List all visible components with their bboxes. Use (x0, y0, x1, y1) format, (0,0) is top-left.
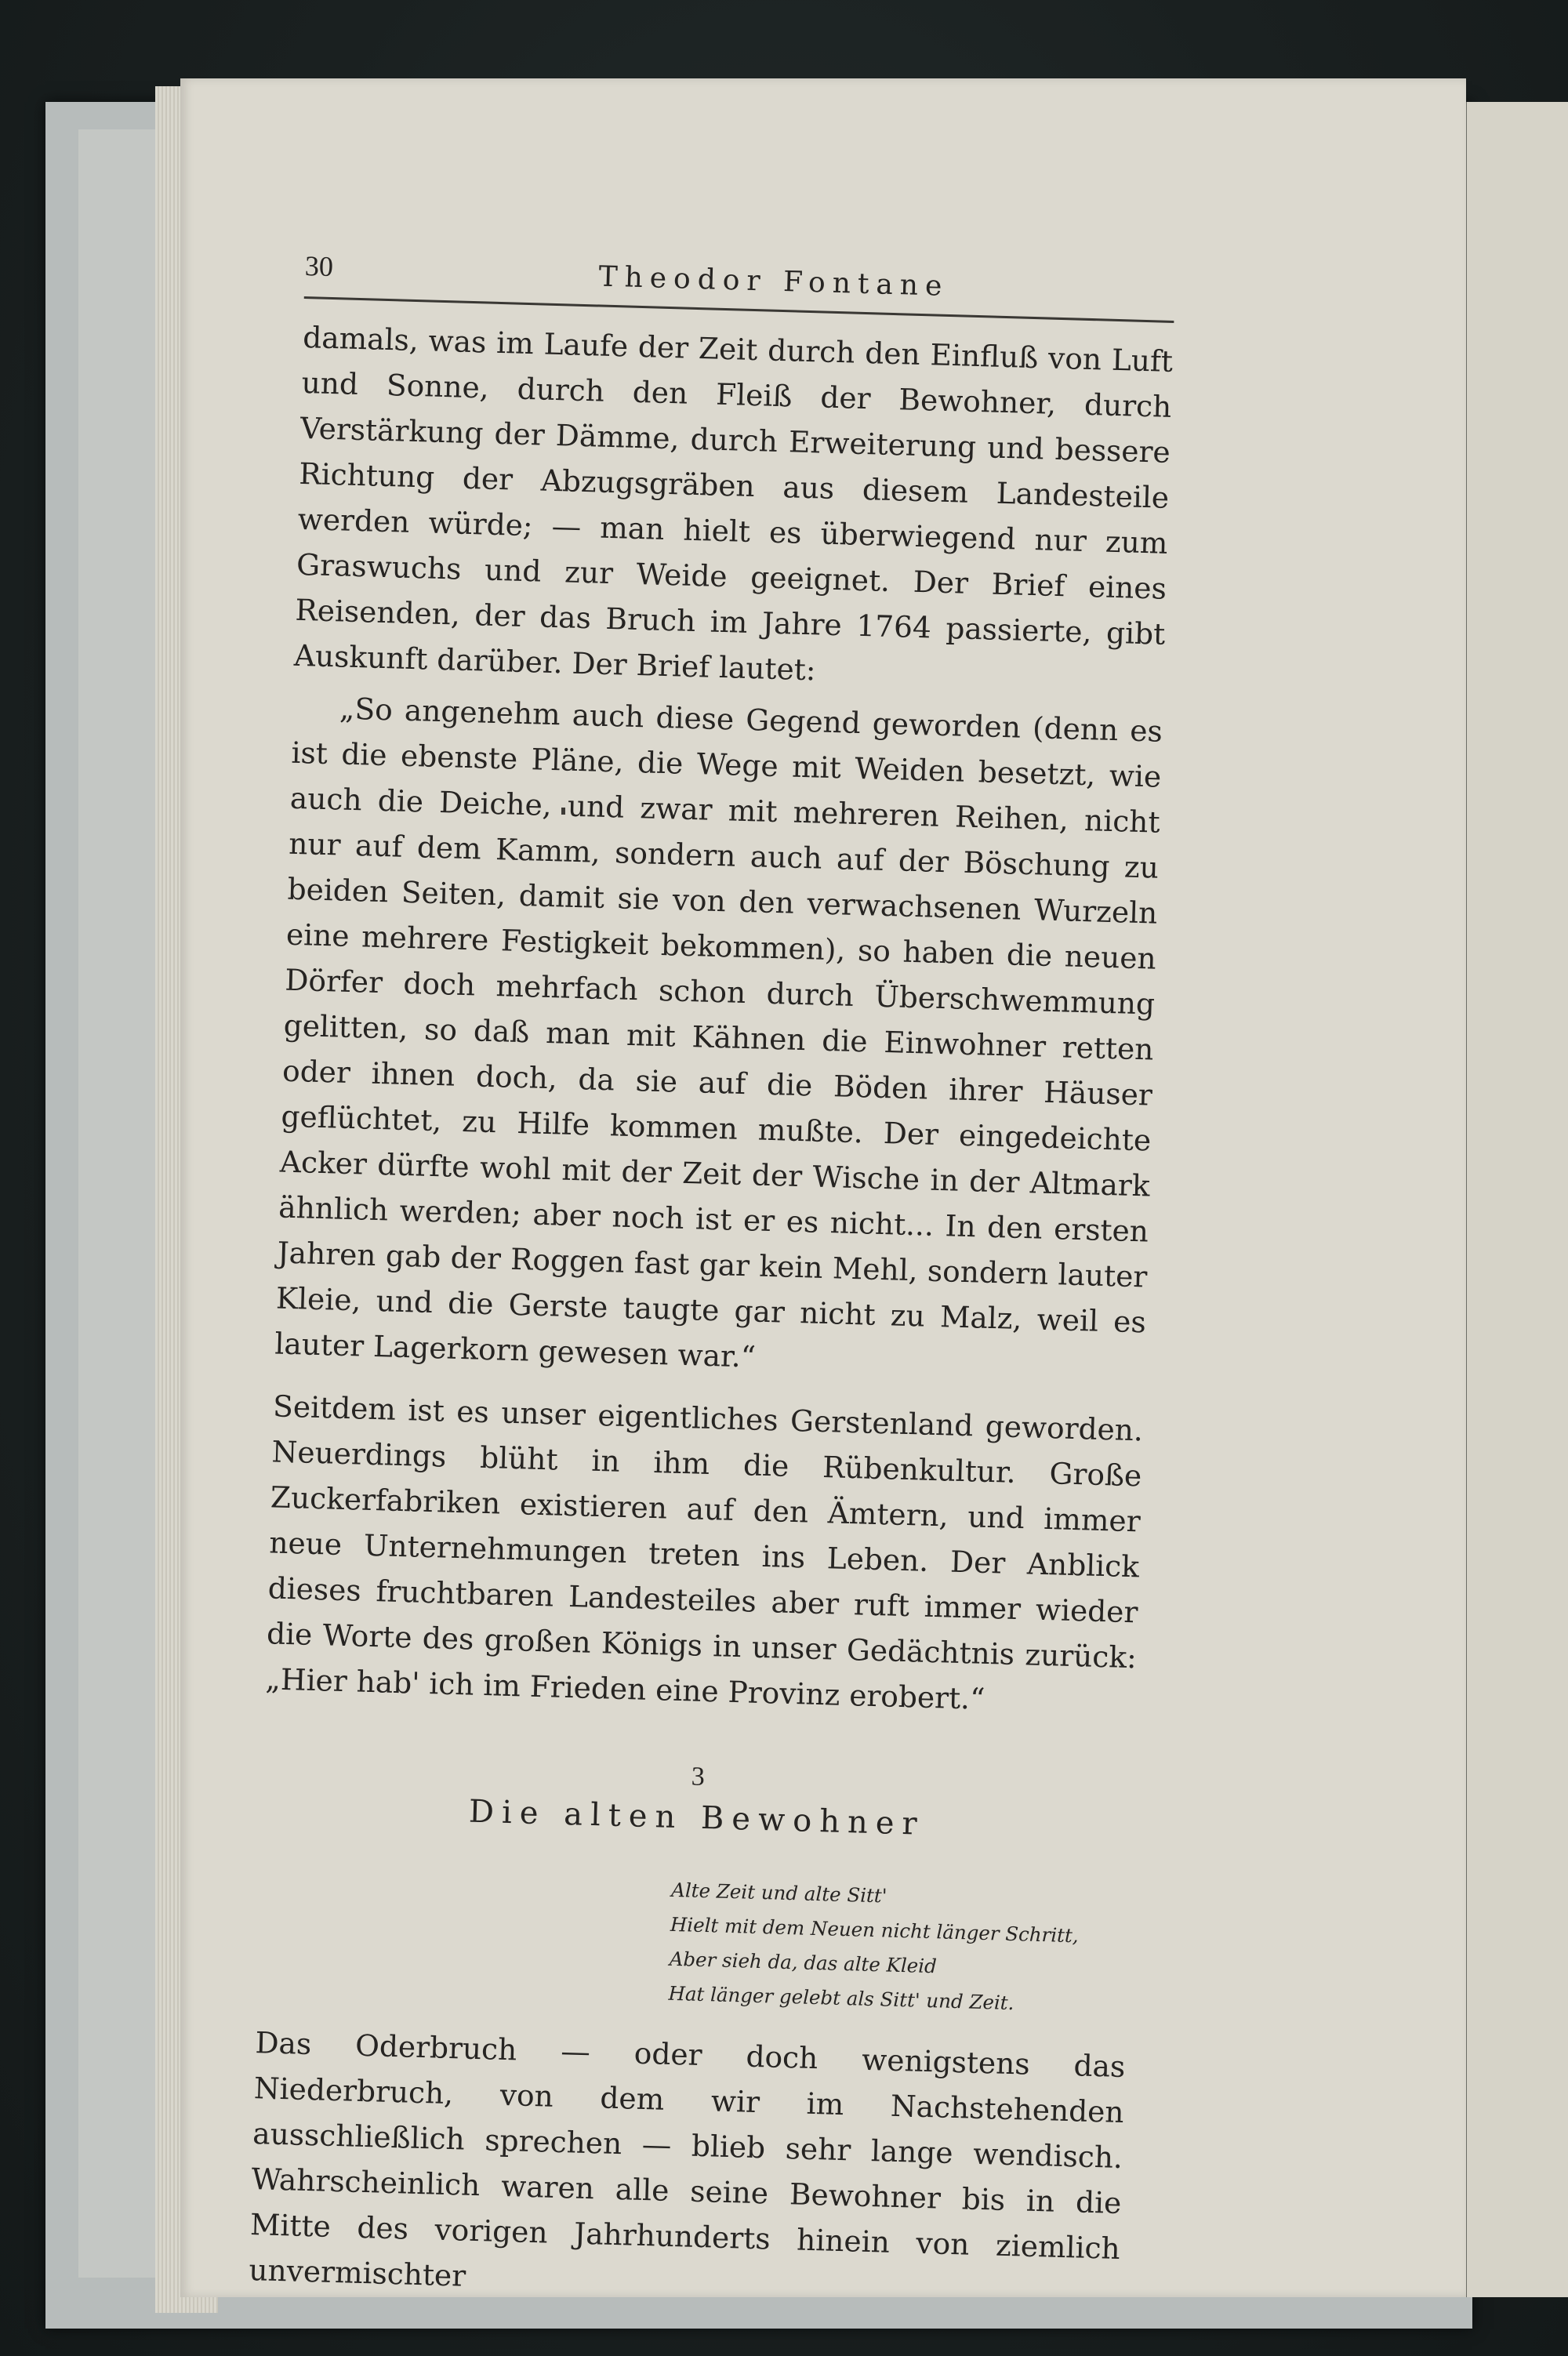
paragraph-intro: damals, was im Laufe der Zeit durch den Einfluß von Luft und Sonne, durch den Fleiß der Bewohner, durch Verstärkung der Dämme, durch Erweiterung und bessere Richtung der Abzugsgräben aus diesem Landesteile werden würde; — man hielt es überwiegend nur zum Graswuchs und zur Weide geeignet. Der Brief eines Reisenden, der das Bruch im Jahre 1764 passierte, gibt Auskunft darüber. Der Brief lautet: (293, 319, 1174, 688)
running-title: Theodor Fontane (598, 260, 949, 303)
quoted-letter: „So angenehm auch diese Gegend geworden (denn es ist die ebenste Pläne, die Wege mit Weiden besetzt, wie auch die Deiche, und zwar mit mehreren Reihen, nicht nur auf dem Kamm, sondern auch auf der Böschung zu beiden Seiten, damit sie von den verwachsenen Wurzeln eine mehrere Festigkeit bekommen), so haben die neuen Dörfer doch mehrfach schon durch Überschwemmung gelitten, so daß man mit Kähnen die Einwohner retten oder ihnen doch, da sie auf die Böden ihrer Häuser geflüchtet, zu Hilfe kommen mußte. Der eingedeichte Acker dürfte wohl mit der Zeit der Wische in der Altmark ähnlich werden; aber noch ist er es nicht... In den ersten Jahren gab der Roggen fast gar kein Mehl, sondern lauter Kleie, und die Gerste taugte gar nicht zu Malz, weil es lauter Lagerkorn gewesen war.“ (274, 691, 1163, 1374)
facing-page (1465, 102, 1568, 2297)
epigraph-line: Alte Zeit und alte Sitt' (670, 1878, 887, 1908)
paragraph-gerstenland: Seitdem ist es unser eigentliches Gerstenland geworden. Neuerdings blüht in ihm die Rübenkultur. Große Zuckerfabriken existieren auf den Ämtern, und immer neue Unternehmungen treten ins Leben. Der Anblick dieses fruchtbaren Landesteiles aber ruft immer wieder die Worte des großen Königs in unser Gedächtnis zurück: „Hier hab' ich im Frieden eine Provinz erobert.“ (264, 1389, 1144, 1716)
section-number: 3 (691, 1762, 706, 1792)
page-number: 30 (304, 249, 334, 282)
page-text-block (249, 235, 1364, 2322)
section-title: Die alten Bewohner (468, 1793, 926, 1842)
epigraph (668, 1873, 1111, 2024)
epigraph-line: Aber sieh da, das alte Kleid (669, 1947, 938, 1978)
epigraph-line: Hat länger gelebt als Sitt' und Zeit. (668, 1981, 1014, 2015)
epigraph-line: Hielt mit dem Neuen nicht länger Schritt, (670, 1912, 1080, 1948)
paragraph-oderbruch: Das Oderbruch — oder doch wenigstens das Niederbruch, von dem wir im Nachstehenden ausschließlich sprechen — blieb sehr lange wendisch. Wahrscheinlich waren alle seine Bewohner bis in die Mitte des vorigen Jahrhunderts hinein von ziemlich unvermischter (248, 2025, 1126, 2293)
